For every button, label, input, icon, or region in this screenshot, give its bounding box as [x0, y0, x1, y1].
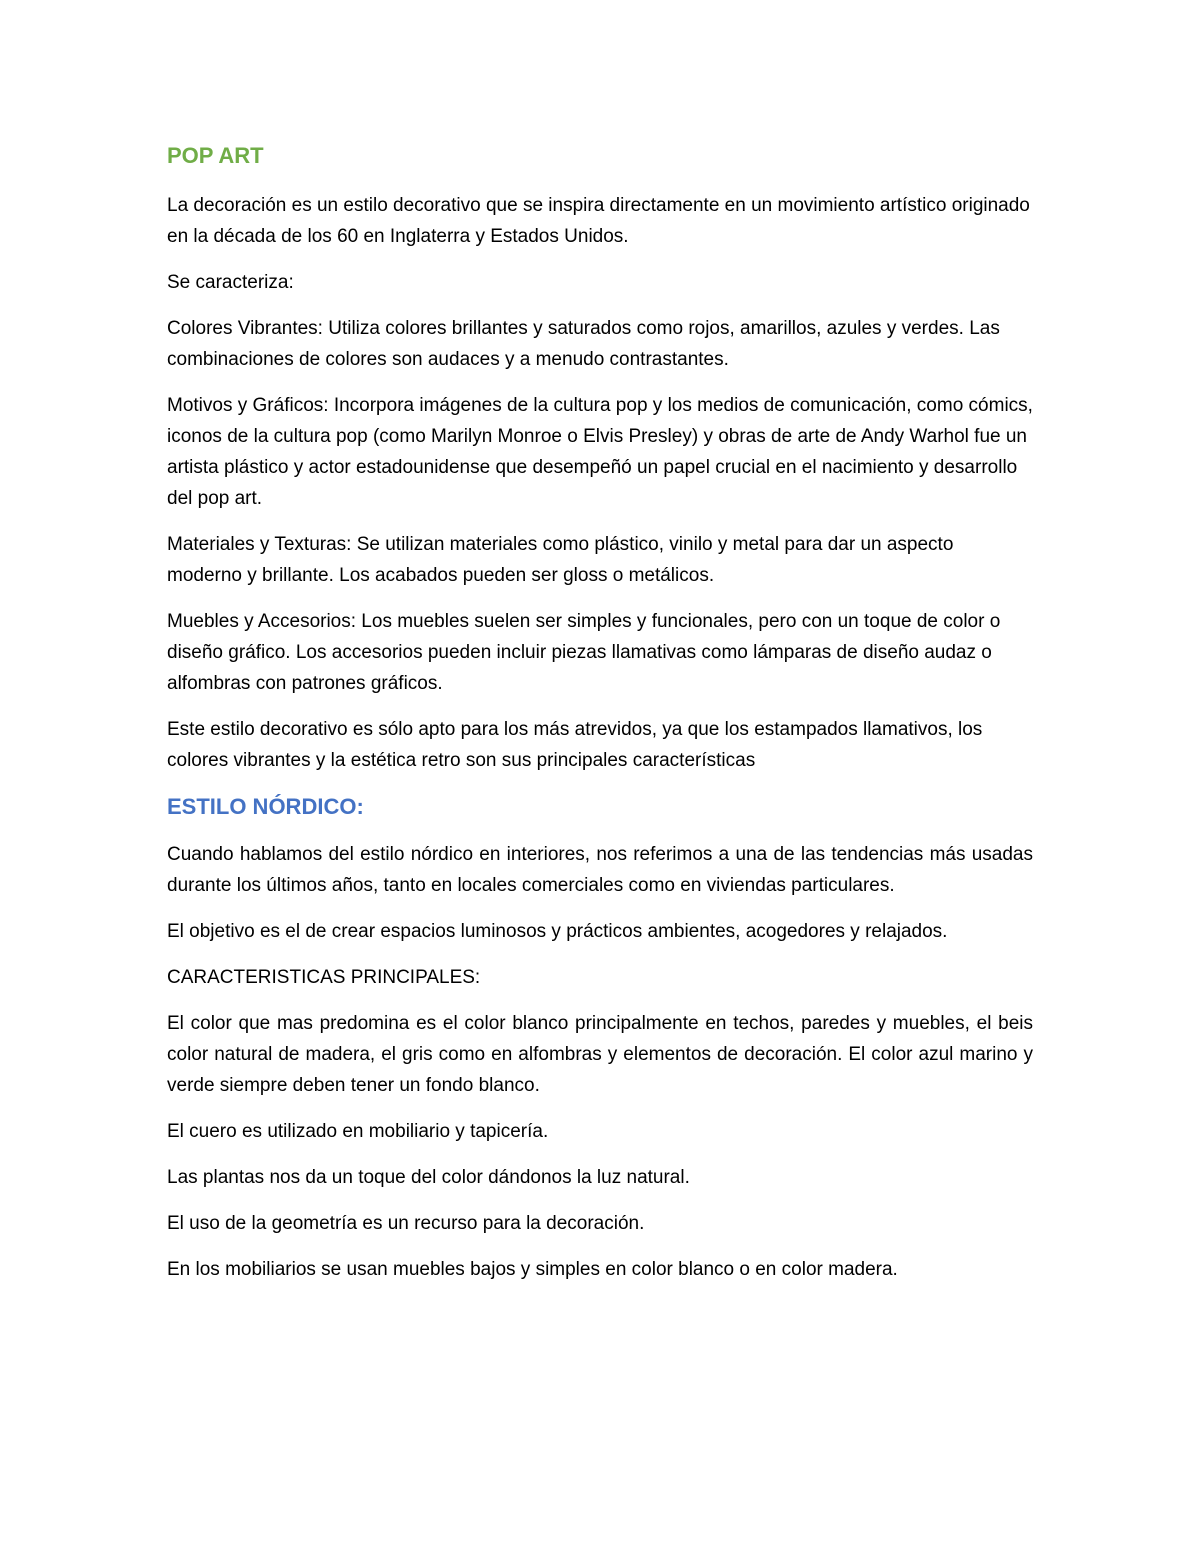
- nordic-paragraph: El cuero es utilizado en mobiliario y tapicería.: [167, 1121, 549, 1142]
- nordic-subheading: CARACTERISTICAS PRINCIPALES:: [167, 967, 481, 988]
- nordic-paragraph: El color que mas predomina es el color blanco principalmente en techos, paredes y muebles, el beis color natural de madera, el gris como en alfombras y elementos de decoración. El color azul marino y verde siempre deben tener un fondo blanco.: [167, 1013, 1033, 1096]
- pop-art-paragraph: Se caracteriza:: [167, 272, 294, 293]
- pop-art-paragraph: Materiales y Texturas: Se utilizan materiales como plástico, vinilo y metal para dar un aspecto moderno y brillante. Los acabados pueden ser gloss o metálicos.: [167, 534, 954, 586]
- nordic-heading: ESTILO NÓRDICO:: [167, 794, 364, 819]
- nordic-paragraph: En los mobiliarios se usan muebles bajos y simples en color blanco o en color madera.: [167, 1259, 898, 1280]
- nordic-paragraph: El uso de la geometría es un recurso para la decoración.: [167, 1213, 645, 1234]
- pop-art-paragraph: Colores Vibrantes: Utiliza colores brillantes y saturados como rojos, amarillos, azules y verdes. Las combinaciones de colores son audaces y a menudo contrastantes.: [167, 318, 1000, 370]
- nordic-paragraph: Las plantas nos da un toque del color dándonos la luz natural.: [167, 1167, 690, 1188]
- pop-art-paragraph: Este estilo decorativo es sólo apto para los más atrevidos, ya que los estampados llamativos, los colores vibrantes y la estética retro son sus principales características: [167, 719, 983, 771]
- pop-art-heading: POP ART: [167, 143, 264, 168]
- pop-art-paragraph: La decoración es un estilo decorativo que se inspira directamente en un movimiento artístico originado en la década de los 60 en Inglaterra y Estados Unidos.: [167, 195, 1030, 247]
- pop-art-paragraph: Muebles y Accesorios: Los muebles suelen ser simples y funcionales, pero con un toque de color o diseño gráfico. Los accesorios pueden incluir piezas llamativas como lámparas de diseño audaz o alfombras con patrones gráficos.: [167, 611, 1001, 694]
- nordic-paragraph: El objetivo es el de crear espacios luminosos y prácticos ambientes, acogedores y relajados.: [167, 921, 948, 942]
- nordic-paragraph: Cuando hablamos del estilo nórdico en interiores, nos referimos a una de las tendencias más usadas durante los últimos años, tanto en locales comerciales como en viviendas particulares.: [167, 844, 1033, 896]
- document-page: [167, 140, 1033, 1300]
- pop-art-paragraph: Motivos y Gráficos: Incorpora imágenes de la cultura pop y los medios de comunicación, como cómics, iconos de la cultura pop (como Marilyn Monroe o Elvis Presley) y obras de arte de Andy Warhol fue un artista plástico y actor estadounidense que desempeñó un papel crucial en el nacimiento y desarrollo del pop art.: [167, 395, 1033, 509]
